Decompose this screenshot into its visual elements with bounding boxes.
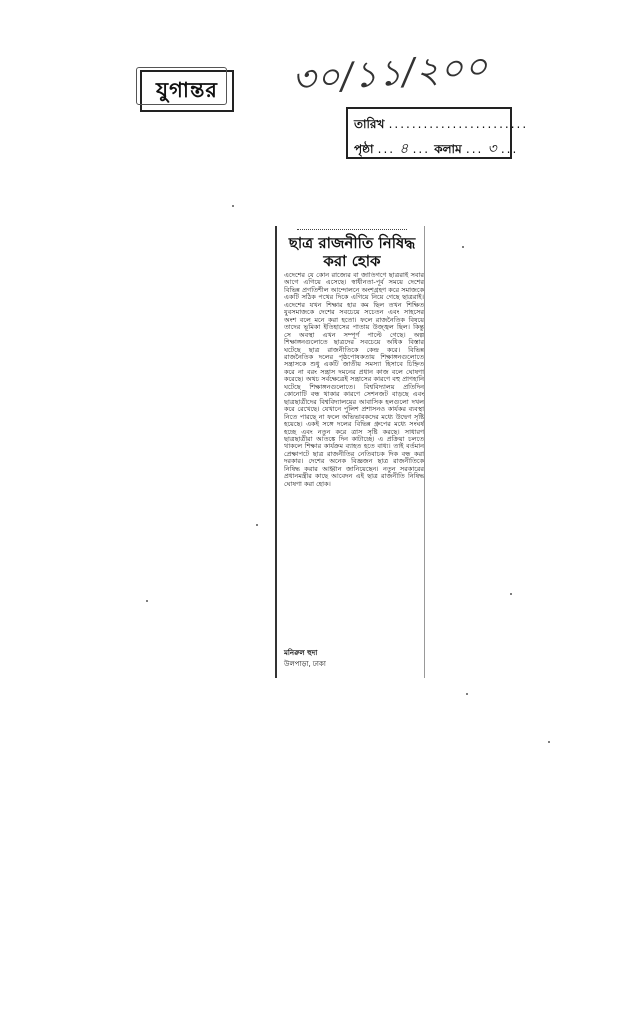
newspaper-name-stamp xyxy=(140,70,234,112)
scan-speck xyxy=(548,741,550,743)
column-dotted-line: ... xyxy=(465,142,484,156)
page-column-row xyxy=(354,137,518,161)
date-row xyxy=(354,116,528,136)
column-dotted-line-2: ... xyxy=(500,142,519,156)
page-label: পৃষ্ঠা xyxy=(354,142,374,156)
page-value: ৪ xyxy=(399,141,409,157)
scan-speck xyxy=(462,246,464,248)
article-body: এদেশের যে কোন রাজ্যের বা জাতিগণে ছাত্ররাই সবার আগে এগিয়ে এসেছে। স্বাধীনতা-পূর্ব সময়ে দেশের বিভিন্ন প্রগতিশীল আন্দোলনে অংশগ্রহণ করে সমাজকে একটি সঠিক পথের দিকে এগিয়ে নিয়ে গেছে ছাত্ররাই। এদেশের যখন শিক্ষার হার কম ছিল তখন শিক্ষিত যুবসমাজকে দেশের সবচেয়ে সচেতন এবং সাহসের অংশ বলে মনে করা হতো। ফলে রাজনৈতিক বিষয়ে তাদের ভূমিকা ইতিহাসের পাতায় উজ্জ্বল ছিল। কিন্তু সে অবস্থা এখন সম্পূর্ণ পাল্টে গেছে। অল্প শিক্ষাঙ্গনগুলোতে ছাত্রদের সবচেয়ে অধিক বিস্তার ঘটেছে ছাত্র রাজনীতিকে কেন্দ্র করে। বিভিন্ন রাজনৈতিক দলের পৃষ্ঠপোষকতায় শিক্ষাঙ্গনগুলোতে সন্ত্রাসকে শুধু একটি জাতীয় সমস্যা হিসাবে চিহ্নিত করে না বরং সন্ত্রাস দমনের প্রধান কাজ বলে ঘোষণা করেছে। অথচ সর্বক্ষেত্রেই সন্ত্রাসের কারণে বহু প্রাণহানি ঘটেছে শিক্ষাঙ্গনগুলোতে। বিশ্ববিদ্যালয় প্রতিদিন কোনোটি বন্ধ থাকার কারণে সেশনজট বাড়ছে এবং ছাত্রছাত্রীদের বিশ্ববিদ্যালয়ের আবাসিক হলগুলো দখল করে রেখেছে। যেখানে পুলিশ প্রশাসনও কার্যকর ব্যবস্থা নিতে পারছে না ফলে অভিভাবকদের মধ্যে উদ্বেগ সৃষ্টি হয়েছে। একই সঙ্গে দলের বিভিন্ন গ্রুপের মধ্যে সংঘর্ষ হচ্ছে এবং নতুন করে ত্রাস সৃষ্টি করছে। সাধারণ ছাত্রছাত্রীরা আতঙ্কে দিন কাটাচ্ছে। এ প্রক্রিয়া চলতে থাকলে শিক্ষার কার্যক্রম ব্যাহত হতে বাধ্য। তাই বর্তমান প্রেক্ষাপটে ছাত্র রাজনীতির নেতিবাচক দিক বন্ধ করা দরকার। দেশের অনেক বিজ্ঞজন ছাত্র রাজনীতিকে নিষিদ্ধ করার আহ্বান জানিয়েছেন। নতুন সরকারের প্রধানমন্ত্রীর কাছে আবেদন এই ছাত্র রাজনীতি নিষিদ্ধ ঘোষণা করা হোক। xyxy=(284,272,424,488)
scan-speck xyxy=(510,593,512,595)
column-value: ৩ xyxy=(487,141,497,157)
page-dotted-line-2: ... xyxy=(412,142,431,156)
scan-speck xyxy=(466,693,468,695)
page-dotted-line: ... xyxy=(377,142,396,156)
clipping-top-rule xyxy=(297,229,407,231)
newspaper-clipping xyxy=(275,226,425,678)
newspaper-name: যুগান্তর xyxy=(156,77,218,102)
scan-speck xyxy=(232,205,234,207)
article-headline: ছাত্র রাজনীতি নিষিদ্ধ করা হোক xyxy=(288,234,416,270)
handwritten-date: ৩০/১১/২০০ xyxy=(290,46,491,101)
date-dotted-line: ........................ xyxy=(388,117,529,131)
scan-speck xyxy=(256,524,258,526)
article-author: মনিরুল হুদা xyxy=(284,649,318,657)
scan-speck xyxy=(146,600,148,602)
date-label: তারিখ xyxy=(354,117,385,131)
column-label: কলাম xyxy=(434,142,462,156)
article-location: উলপাড়া, ঢাকা xyxy=(284,660,326,668)
date-page-stamp xyxy=(346,107,529,159)
